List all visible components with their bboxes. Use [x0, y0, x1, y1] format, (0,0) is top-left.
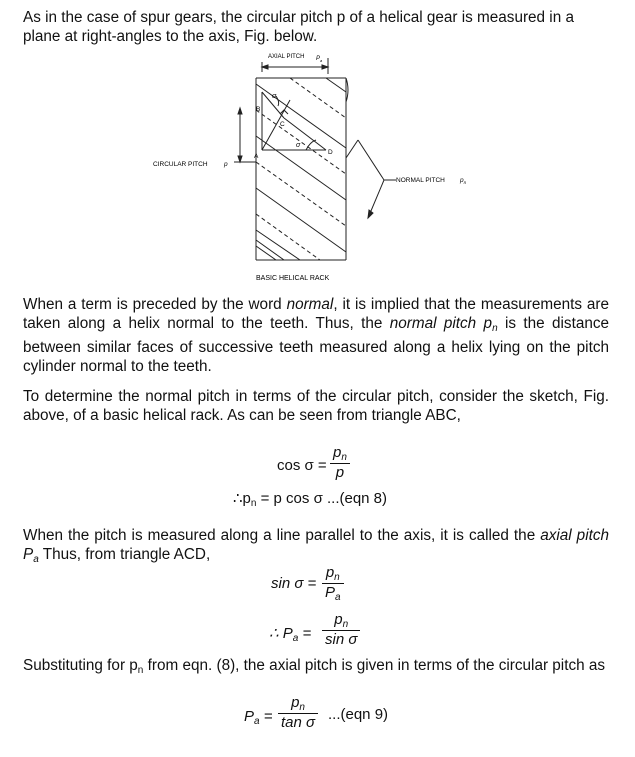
eqn9-num-sub: n — [299, 702, 305, 713]
pa-lhs-b: = — [298, 625, 312, 642]
eqn9-lhs-eq: = — [259, 708, 273, 725]
sigma-angle-b: σ — [272, 93, 277, 100]
cos-num-p: p — [333, 444, 342, 461]
eqn-8 — [233, 489, 387, 509]
point-d-label: D — [328, 149, 333, 156]
para2-text-2: , it is implied that the measurements are taken along a helix normal to the teeth. Thus, the — [23, 296, 609, 332]
eqn8-text-a: ∴p — [233, 490, 251, 507]
eqn9-numerator — [278, 694, 318, 713]
normal-pitch-paragraph — [23, 295, 609, 376]
eqn9-tag: ...(eqn 9) — [328, 706, 389, 723]
eqn9-lhs-sub: a — [254, 716, 260, 727]
pa-equation-fraction — [322, 611, 360, 648]
axial-pitch-paragraph — [23, 526, 609, 569]
intro-line-1: As in the case of spur gears, the circular pitch p of a helical gear is measured in a — [23, 9, 574, 26]
normal-pitch-p: p — [460, 177, 464, 184]
substitution-paragraph — [23, 656, 609, 680]
cos-num-sub: n — [341, 452, 347, 463]
pa-numerator — [322, 611, 360, 630]
intro-paragraph — [23, 8, 609, 46]
para4-text-1: When the pitch is measured along a line parallel to the axis, it is called the — [23, 527, 541, 544]
para4-text-2: Thus, from triangle ACD, — [38, 546, 211, 563]
sin-numerator — [322, 564, 344, 583]
para2-text-3: is the distance between similar faces of successive teeth measured along a helix lying on the pitch cylinder normal to the teeth. — [23, 315, 609, 375]
intro-line-2: plane at right-angles to the axis, Fig. below. — [23, 28, 318, 45]
sigma-angle-d: σ — [296, 142, 301, 149]
point-c-label: C — [280, 121, 285, 128]
para4-em-axial: axial pitch P — [23, 527, 609, 563]
normal-pitch-label: NORMAL PITCH — [396, 177, 445, 184]
figure-caption: BASIC HELICAL RACK — [256, 275, 330, 282]
circular-pitch-label: CIRCULAR PITCH — [153, 161, 208, 168]
sin-den-p: P — [325, 584, 336, 601]
normal-pitch-symbol — [459, 177, 467, 185]
sin-equation-lhs: sin σ = — [271, 575, 317, 592]
triangle-abc-paragraph: To determine the normal pitch in terms of the circular pitch, consider the sketch, Fig. above, of a basic helical rack. As can be seen from triangle ABC, — [23, 388, 609, 424]
pa-lhs-a: ∴ P — [269, 625, 293, 642]
eqn8-sub-n: n — [250, 498, 257, 509]
point-b-label: B — [256, 106, 261, 113]
helical-rack-figure — [150, 50, 490, 290]
eqn9-lhs-p: P — [244, 708, 255, 725]
sin-denominator — [322, 584, 344, 603]
circular-pitch-symbol: p — [224, 161, 228, 168]
cos-equation-fraction — [330, 444, 350, 481]
pa-equation-lhs — [269, 624, 311, 644]
axial-pitch-label: AXIAL PITCH — [268, 54, 305, 60]
eqn9-num-p: p — [291, 694, 300, 711]
helical-rack-diagram — [150, 50, 490, 290]
eqn9-fraction — [278, 694, 318, 731]
sin-num-sub: n — [334, 572, 340, 583]
pa-num-p: p — [334, 611, 343, 628]
cos-equation-lhs: cos σ = — [277, 457, 327, 474]
axial-pitch-symbol — [316, 56, 323, 63]
axial-pitch-a: a — [320, 58, 323, 63]
cos-numerator — [330, 444, 350, 463]
sin-equation-fraction — [322, 564, 344, 603]
para4-sub-a: a — [33, 554, 39, 565]
normal-pitch-n: n — [463, 180, 467, 185]
point-a-label: A — [254, 153, 259, 160]
para2-text-1: When a term is preceded by the word — [23, 296, 287, 313]
sin-num-p: p — [325, 564, 335, 581]
sin-den-sub: a — [335, 592, 341, 603]
para5-sub-n: n — [137, 665, 144, 676]
para5-text-1: Substituting for p — [23, 657, 138, 674]
eqn9-denominator: tan σ — [281, 714, 316, 731]
eqn9-lhs — [244, 708, 273, 727]
para2-sub-n: n — [492, 323, 498, 334]
eqn8-text-b: = p cos σ ...(eqn 8) — [256, 490, 388, 507]
axial-pitch-p: P — [316, 56, 321, 62]
cos-denominator: p — [335, 464, 345, 481]
para2-em-normal-pitch: normal pitch p — [389, 315, 493, 332]
pa-num-sub: n — [342, 619, 349, 630]
para2-em-normal: normal — [286, 296, 334, 313]
pa-lhs-sub: a — [292, 633, 299, 644]
para5-text-2: from eqn. (8), the axial pitch is given in terms of the circular pitch as — [143, 657, 606, 674]
pa-denominator: sin σ — [325, 631, 358, 648]
